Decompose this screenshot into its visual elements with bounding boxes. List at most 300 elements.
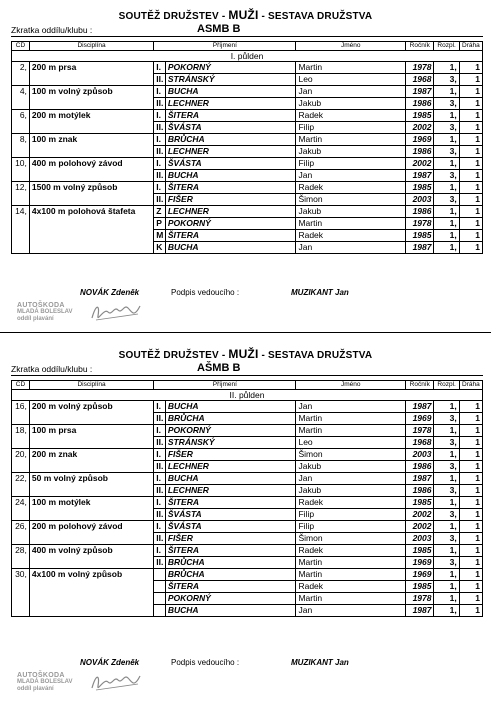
swimmer-order: I. [154,86,166,98]
footer-left-name: NOVÁK Zdeněk [80,288,140,297]
table-row [12,569,483,581]
swimmer-surname: FIŠER [165,194,296,206]
swimmer-name: Jan [296,86,406,98]
event-discipline: 200 m polohový závod [29,521,153,533]
swimmer-heat: 3, [434,437,459,449]
swimmer-heat: 1, [434,473,459,485]
swimmer-order: I. [154,425,166,437]
swimmer-heat: 1, [434,134,459,146]
swimmer-order: I. [154,545,166,557]
swimmer-heat: 1, [434,593,459,605]
swimmer-order: P [154,218,166,230]
table-row [12,545,483,557]
swimmer-year: 1986 [406,98,434,110]
swimmer-order: II. [154,122,166,134]
sheet-title: SOUTĚŽ DRUŽSTEV - MUŽI - SESTAVA DRUŽSTVA [118,347,373,361]
swimmer-heat: 1, [434,158,459,170]
swimmer-surname: ŠITERA [165,581,296,593]
event-number [12,593,30,605]
swimmer-name: Jakub [296,206,406,218]
stamp-line-1: AUTOŠKODA [17,302,65,309]
footer-signature-label: Podpis vedoucího : [171,658,240,667]
col-header-rozpl: Rozpl. [434,381,459,390]
swimmer-order: Z [154,206,166,218]
swimmer-year: 1987 [406,401,434,413]
event-discipline [29,461,153,473]
swimmer-order: I. [154,110,166,122]
swimmer-year: 2002 [406,122,434,134]
swimmer-heat: 1, [434,449,459,461]
event-number: 30, [12,569,30,581]
swimmer-order: I. [154,134,166,146]
swimmer-heat: 1, [434,242,459,254]
table-row [12,401,483,413]
table-row [12,206,483,218]
event-number: 12, [12,182,30,194]
col-header-cd: ČD [12,381,30,390]
swimmer-lane: 1 [459,74,482,86]
swimmer-name: Martin [296,134,406,146]
swimmer-year: 1985 [406,497,434,509]
event-discipline: 4x100 m volný způsob [29,569,153,581]
swimmer-surname: BRŮCHA [165,569,296,581]
club-label: Zkratka oddílu/klubu : [11,364,93,374]
lineup-table [11,41,483,254]
swimmer-year: 1978 [406,425,434,437]
swimmer-surname: ŠITERA [165,110,296,122]
swimmer-name: Leo [296,437,406,449]
footer-right-name: MUZIKANT Jan [291,658,349,667]
event-discipline [29,593,153,605]
table-row [12,182,483,194]
swimmer-year: 1987 [406,170,434,182]
col-header-rozpl: Rozpl. [434,42,459,51]
swimmer-order: I. [154,182,166,194]
swimmer-heat: 3, [434,122,459,134]
event-number [12,74,30,86]
club-stamp [17,302,77,323]
swimmer-year: 2002 [406,521,434,533]
swimmer-name: Martin [296,593,406,605]
swimmer-name: Radek [296,110,406,122]
swimmer-lane: 1 [459,605,482,617]
swimmer-name: Jakub [296,485,406,497]
table-row [12,557,483,569]
event-number: 24, [12,497,30,509]
swimmer-lane: 1 [459,110,482,122]
swimmer-lane: 1 [459,170,482,182]
swimmer-surname: BUCHA [165,605,296,617]
swimmer-surname: BUCHA [165,401,296,413]
swimmer-heat: 1, [434,569,459,581]
swimmer-year: 1978 [406,62,434,74]
event-number: 6, [12,110,30,122]
swimmer-year: 1986 [406,206,434,218]
swimmer-heat: 1, [434,497,459,509]
event-discipline [29,485,153,497]
stamp-line-1: AUTOŠKODA [17,672,65,679]
event-number: 10, [12,158,30,170]
signature-image [88,300,148,326]
table-row [12,230,483,242]
half-day-row [12,51,483,62]
event-discipline [29,230,153,242]
table-row [12,497,483,509]
swimmer-surname: ŠITERA [165,182,296,194]
swimmer-heat: 3, [434,509,459,521]
table-row [12,509,483,521]
swimmer-name: Šimon [296,194,406,206]
event-discipline [29,605,153,617]
swimmer-year: 1969 [406,557,434,569]
swimmer-surname: BUCHA [165,242,296,254]
swimmer-lane: 1 [459,461,482,473]
swimmer-heat: 1, [434,581,459,593]
swimmer-lane: 1 [459,533,482,545]
swimmer-surname: FIŠER [165,533,296,545]
swimmer-year: 2003 [406,194,434,206]
swimmer-lane: 1 [459,413,482,425]
swimmer-surname: LECHNER [165,461,296,473]
swimmer-lane: 1 [459,242,482,254]
event-discipline: 400 m volný způsob [29,545,153,557]
swimmer-heat: 3, [434,485,459,497]
swimmer-heat: 1, [434,605,459,617]
swimmer-surname: LECHNER [165,146,296,158]
event-discipline: 100 m motýlek [29,497,153,509]
table-row [12,74,483,86]
event-discipline [29,557,153,569]
table-row [12,461,483,473]
swimmer-lane: 1 [459,485,482,497]
col-header-draha: Dráha [459,381,482,390]
swimmer-heat: 1, [434,62,459,74]
swimmer-surname: FIŠER [165,449,296,461]
swimmer-heat: 3, [434,98,459,110]
table-row [12,86,483,98]
swimmer-year: 1985 [406,182,434,194]
swimmer-name: Radek [296,182,406,194]
club-line [11,25,483,37]
swimmer-order: II. [154,170,166,182]
swimmer-year: 2003 [406,449,434,461]
swimmer-order: II. [154,533,166,545]
swimmer-lane: 1 [459,206,482,218]
stamp-line-3: oddíl plavání [17,686,54,692]
swimmer-surname: ŠVÁSTA [165,122,296,134]
col-header-discipline: Disciplína [29,42,153,51]
swimmer-heat: 3, [434,194,459,206]
table-row [12,146,483,158]
event-number: 2, [12,62,30,74]
swimmer-surname: ŠVÁSTA [165,158,296,170]
swimmer-heat: 1, [434,86,459,98]
swimmer-year: 1986 [406,461,434,473]
swimmer-year: 1968 [406,74,434,86]
event-number: 4, [12,86,30,98]
event-discipline: 200 m znak [29,449,153,461]
event-number [12,557,30,569]
lineup-table [11,380,483,617]
event-number: 28, [12,545,30,557]
col-header-cd: ČD [12,42,30,51]
stamp-line-2: MLADÁ BOLESLAV [17,309,73,315]
swimmer-name: Jan [296,170,406,182]
swimmer-heat: 1, [434,230,459,242]
swimmer-order: II. [154,437,166,449]
event-number [12,194,30,206]
swimmer-heat: 3, [434,413,459,425]
swimmer-lane: 1 [459,182,482,194]
event-discipline: 200 m motýlek [29,110,153,122]
swimmer-order: II. [154,194,166,206]
club-value: ASMB B [197,23,241,35]
swimmer-name: Martin [296,413,406,425]
swimmer-name: Radek [296,545,406,557]
swimmer-lane: 1 [459,593,482,605]
swimmer-name: Radek [296,581,406,593]
swimmer-order: II. [154,557,166,569]
event-number [12,122,30,134]
swimmer-heat: 1, [434,545,459,557]
table-row [12,122,483,134]
table-row [12,485,483,497]
swimmer-lane: 1 [459,401,482,413]
col-header-year: Ročník [406,42,434,51]
swimmer-name: Leo [296,74,406,86]
swimmer-surname: BRŮCHA [165,557,296,569]
club-value: AŠMB B [197,362,241,374]
swimmer-lane: 1 [459,509,482,521]
event-discipline [29,437,153,449]
col-header-name: Jméno [296,381,406,390]
swimmer-lane: 1 [459,194,482,206]
swimmer-lane: 1 [459,581,482,593]
swimmer-year: 1987 [406,605,434,617]
swimmer-name: Martin [296,569,406,581]
swimmer-lane: 1 [459,449,482,461]
swimmer-year: 1987 [406,242,434,254]
swimmer-name: Šimon [296,533,406,545]
table-row [12,134,483,146]
swimmer-name: Jan [296,401,406,413]
swimmer-order [154,605,166,617]
swimmer-order: K [154,242,166,254]
swimmer-lane: 1 [459,98,482,110]
swimmer-lane: 1 [459,122,482,134]
event-discipline: 100 m znak [29,134,153,146]
event-number: 8, [12,134,30,146]
swimmer-year: 2002 [406,509,434,521]
swimmer-lane: 1 [459,134,482,146]
swimmer-order: I. [154,401,166,413]
swimmer-surname: ŠITERA [165,497,296,509]
event-discipline [29,122,153,134]
swimmer-order: II. [154,485,166,497]
swimmer-order: I. [154,473,166,485]
swimmer-order: II. [154,413,166,425]
event-discipline: 50 m volný způsob [29,473,153,485]
table-row [12,62,483,74]
col-header-name: Jméno [296,42,406,51]
swimmer-year: 1986 [406,485,434,497]
event-discipline: 100 m prsa [29,425,153,437]
swimmer-heat: 1, [434,218,459,230]
swimmer-year: 2003 [406,533,434,545]
club-label: Zkratka oddílu/klubu : [11,25,93,35]
page-divider [0,332,491,333]
swimmer-year: 1985 [406,581,434,593]
swimmer-order: M [154,230,166,242]
stamp-line-3: oddíl plavání [17,316,54,322]
table-row [12,521,483,533]
event-number [12,170,30,182]
event-number [12,509,30,521]
swimmer-heat: 1, [434,110,459,122]
swimmer-surname: POKORNÝ [165,593,296,605]
event-discipline [29,194,153,206]
swimmer-name: Jakub [296,98,406,110]
swimmer-lane: 1 [459,545,482,557]
swimmer-lane: 1 [459,86,482,98]
swimmer-order: I. [154,62,166,74]
swimmer-name: Jan [296,242,406,254]
event-discipline [29,170,153,182]
event-discipline: 200 m prsa [29,62,153,74]
swimmer-heat: 3, [434,533,459,545]
table-row [12,170,483,182]
swimmer-heat: 3, [434,170,459,182]
table-header [12,42,483,51]
swimmer-order: I. [154,521,166,533]
swimmer-heat: 3, [434,74,459,86]
event-number [12,230,30,242]
swimmer-name: Šimon [296,449,406,461]
event-discipline [29,581,153,593]
table-header [12,381,483,390]
swimmer-year: 1969 [406,134,434,146]
event-number [12,485,30,497]
event-number [12,146,30,158]
swimmer-lane: 1 [459,146,482,158]
event-number: 20, [12,449,30,461]
swimmer-year: 1987 [406,473,434,485]
swimmer-surname: ŠITERA [165,230,296,242]
swimmer-name: Jan [296,473,406,485]
swimmer-year: 1986 [406,146,434,158]
event-number [12,98,30,110]
col-header-year: Ročník [406,381,434,390]
swimmer-name: Jan [296,605,406,617]
table-row [12,158,483,170]
footer-left-name: NOVÁK Zdeněk [80,658,140,667]
swimmer-name: Martin [296,425,406,437]
swimmer-name: Radek [296,497,406,509]
swimmer-year: 2002 [406,158,434,170]
swimmer-name: Filip [296,521,406,533]
swimmer-year: 1985 [406,230,434,242]
swimmer-order: I. [154,497,166,509]
table-row [12,242,483,254]
swimmer-surname: BRŮCHA [165,134,296,146]
table-row [12,581,483,593]
event-discipline [29,242,153,254]
half-day-label: II. půlden [12,390,483,401]
table-row [12,533,483,545]
swimmer-heat: 3, [434,461,459,473]
swimmer-order: II. [154,146,166,158]
event-number [12,437,30,449]
swimmer-surname: LECHNER [165,98,296,110]
event-number: 16, [12,401,30,413]
swimmer-surname: ŠVÁSTA [165,509,296,521]
swimmer-lane: 1 [459,437,482,449]
event-number [12,461,30,473]
sheet-title: SOUTĚŽ DRUŽSTEV - MUŽI - SESTAVA DRUŽSTVA [118,8,373,22]
swimmer-order: II. [154,98,166,110]
event-discipline [29,533,153,545]
swimmer-name: Radek [296,230,406,242]
event-number: 18, [12,425,30,437]
swimmer-order: II. [154,74,166,86]
swimmer-lane: 1 [459,158,482,170]
event-number [12,242,30,254]
swimmer-surname: POKORNÝ [165,62,296,74]
col-header-discipline: Disciplína [29,381,153,390]
event-discipline [29,413,153,425]
swimmer-order: I. [154,449,166,461]
swimmer-heat: 1, [434,182,459,194]
swimmer-surname: BRŮCHA [165,413,296,425]
swimmer-name: Martin [296,62,406,74]
event-number [12,581,30,593]
swimmer-name: Martin [296,218,406,230]
swimmer-lane: 1 [459,497,482,509]
swimmer-lane: 1 [459,521,482,533]
swimmer-name: Jakub [296,146,406,158]
swimmer-lane: 1 [459,218,482,230]
swimmer-name: Filip [296,509,406,521]
swimmer-name: Filip [296,122,406,134]
event-number [12,218,30,230]
table-row [12,194,483,206]
table-row [12,413,483,425]
swimmer-surname: LECHNER [165,485,296,497]
swimmer-order: I. [154,158,166,170]
table-row [12,110,483,122]
swimmer-lane: 1 [459,62,482,74]
swimmer-order: II. [154,509,166,521]
half-day-label: I. půlden [12,51,483,62]
swimmer-order [154,593,166,605]
swimmer-year: 1987 [406,86,434,98]
swimmer-heat: 1, [434,401,459,413]
event-number [12,533,30,545]
swimmer-year: 1985 [406,110,434,122]
half-day-row [12,390,483,401]
swimmer-surname: BUCHA [165,473,296,485]
swimmer-year: 1978 [406,593,434,605]
col-header-surname: Příjmení [154,42,296,51]
swimmer-year: 1969 [406,413,434,425]
table-row [12,425,483,437]
swimmer-surname: ŠITERA [165,545,296,557]
club-stamp [17,672,77,693]
swimmer-surname: LECHNER [165,206,296,218]
swimmer-lane: 1 [459,425,482,437]
swimmer-order [154,569,166,581]
swimmer-year: 1969 [406,569,434,581]
